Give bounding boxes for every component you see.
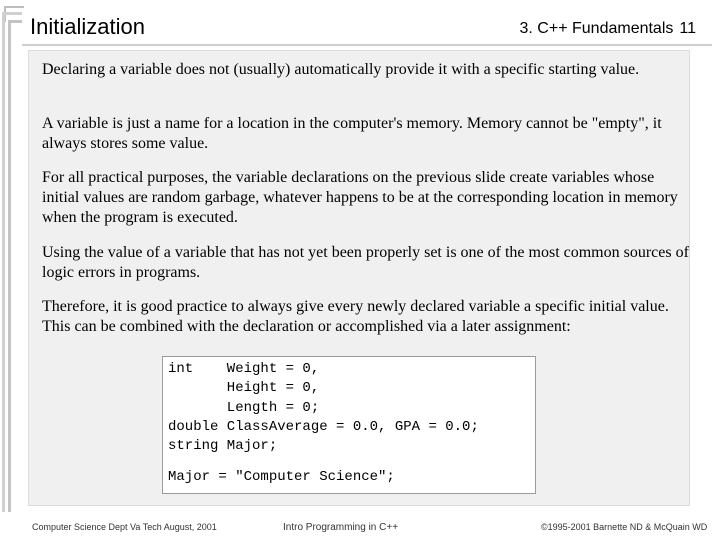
code-line-4: double ClassAverage = 0.0, GPA = 0.0;	[168, 419, 479, 435]
paragraph-4: Using the value of a variable that has not yet been properly set is one of the most common sources of logic errors in programs.	[42, 244, 689, 281]
paragraph-5: Therefore, it is good practice to always give every newly declared variable a specific initial value. This can be combined with the declaration or accomplished via a later assignment:	[42, 298, 669, 335]
code-line-1: int Weight = 0,	[168, 361, 320, 377]
page-number: 11	[679, 20, 696, 37]
footer-right: ©1995-2001 Barnette ND & McQuain WD	[541, 522, 708, 532]
slide-section	[520, 20, 696, 38]
footer-left: Computer Science Dept Va Tech August, 2001	[32, 522, 217, 532]
code-line-5: string Major;	[168, 438, 278, 454]
slide-frame-left-outer	[2, 12, 5, 512]
slide-frame-top-inner	[8, 20, 22, 23]
paragraph-1: Declaring a variable does not (usually) automatically provide it with a specific starting value.	[42, 61, 640, 78]
code-line-3: Length = 0;	[168, 400, 320, 416]
slide-frame-top-outer	[2, 12, 22, 15]
header-rule	[22, 44, 712, 46]
footer-center: Intro Programming in C++	[283, 522, 399, 533]
section-label: 3. C++ Fundamentals	[519, 20, 674, 37]
paragraph-2: A variable is just a name for a location in the computer's memory. Memory cannot be "empty", it always stores some value.	[42, 115, 662, 152]
code-line-7: Major = "Computer Science";	[168, 469, 395, 485]
code-line-2: Height = 0,	[168, 380, 320, 396]
slide-title: Initialization	[30, 14, 145, 39]
slide-frame-left-inner	[8, 20, 11, 512]
paragraph-3: For all practical purposes, the variable declarations on the previous slide create variables whose initial values are random garbage, whatever happens to be at the corresponding location in memory when the program is executed.	[42, 169, 678, 226]
